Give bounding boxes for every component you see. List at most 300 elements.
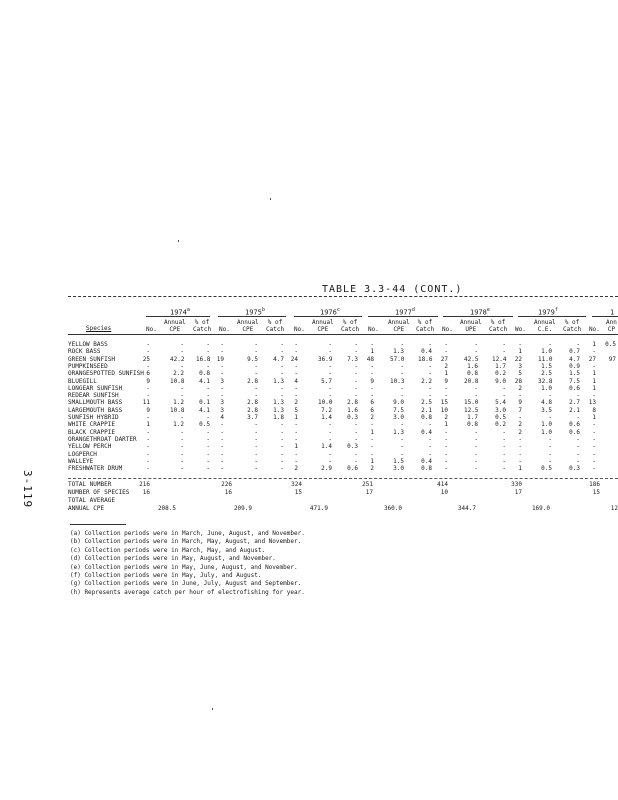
table-cell: 1.0 xyxy=(541,421,552,429)
table-cell: - xyxy=(254,421,258,429)
table-cell: - xyxy=(328,435,332,443)
table-cell: - xyxy=(328,457,332,465)
table-cell: - xyxy=(254,362,258,370)
col-header-no: No. xyxy=(219,326,230,333)
table-cell: - xyxy=(206,384,210,392)
species-name: ORANGETHROAT DARTER xyxy=(68,435,137,443)
table-cell: - xyxy=(294,341,298,348)
scan-speck xyxy=(178,240,179,242)
table-cell: - xyxy=(220,341,224,348)
table-cell: - xyxy=(444,465,448,473)
table-cell: 0.4 xyxy=(421,457,432,465)
table-cell: - xyxy=(400,370,404,378)
table-cell: - xyxy=(444,450,448,458)
table-cell: 3.7 xyxy=(247,414,258,421)
table-cell: 2.7 xyxy=(569,399,580,407)
table-cell: 10.8 xyxy=(170,377,185,385)
table-cell: - xyxy=(370,435,374,443)
table-cell: 7.5 xyxy=(393,406,404,414)
table-cell: - xyxy=(146,362,150,370)
table-cell: - xyxy=(180,384,184,392)
table-cell: 0.6 xyxy=(569,421,580,429)
table-cell: 0.2 xyxy=(495,421,506,429)
table-cell: 2 xyxy=(518,428,522,436)
table-cell: 1 xyxy=(370,428,374,436)
table-cell: 3.5 xyxy=(541,406,552,414)
table-cell: 1.0 xyxy=(541,384,552,392)
table-cell: - xyxy=(354,457,358,465)
table-cell: - xyxy=(294,435,298,443)
table-cell: - xyxy=(180,348,184,356)
table-cell: - xyxy=(518,457,522,465)
table-cell: - xyxy=(206,341,210,348)
table-cell: - xyxy=(502,443,506,451)
table-title: TABLE 3.3-44 (CONT.) xyxy=(322,284,463,295)
table-cell: - xyxy=(518,392,522,400)
table-cell: - xyxy=(576,392,580,400)
table-cell: - xyxy=(474,392,478,400)
col-header-no: No. xyxy=(294,326,305,333)
table-cell: - xyxy=(548,443,552,451)
table-cell: - xyxy=(146,348,150,356)
table-cell: 0.2 xyxy=(495,370,506,378)
table-cell: 19 xyxy=(216,355,224,363)
table-cell: - xyxy=(180,428,184,436)
table-cell: - xyxy=(254,428,258,436)
col-header-pct: % of Catch xyxy=(489,319,508,333)
table-cell: - xyxy=(548,435,552,443)
table-cell: - xyxy=(592,435,596,443)
table-cell: - xyxy=(502,450,506,458)
table-cell: 57.0 xyxy=(390,355,405,363)
table-cell: - xyxy=(444,392,448,400)
table-cell: - xyxy=(592,443,596,451)
table-cell: - xyxy=(220,348,224,356)
table-cell: - xyxy=(400,392,404,400)
col-header-cpe: Annual CPE xyxy=(164,319,186,333)
table-cell: - xyxy=(428,362,432,370)
table-cell: 1.6 xyxy=(467,362,478,370)
number-species-value: 17 xyxy=(514,489,522,496)
table-cell: - xyxy=(220,392,224,400)
table-cell: - xyxy=(592,465,596,473)
table-cell: 0.5 xyxy=(495,414,506,421)
species-name: BLUEGILL xyxy=(68,377,97,385)
table-cell: - xyxy=(254,370,258,378)
total-number-value: 414 xyxy=(437,481,448,488)
table-cell: - xyxy=(370,450,374,458)
year-rule xyxy=(443,316,513,317)
table-cell: 2 xyxy=(370,414,374,421)
species-name: LONGEAR SUNFISH xyxy=(68,384,123,392)
scan-speck xyxy=(212,708,213,710)
table-cell: 2.5 xyxy=(541,370,552,378)
table-cell: 4 xyxy=(294,377,298,385)
table-cell: 1.8 xyxy=(273,414,284,421)
table-cell: - xyxy=(548,341,552,348)
year-rule xyxy=(518,316,586,317)
table-cell: 10.3 xyxy=(390,377,405,385)
table-cell: - xyxy=(444,435,448,443)
table-cell: - xyxy=(280,392,284,400)
table-cell: - xyxy=(592,392,596,400)
table-cell: - xyxy=(428,421,432,429)
total-number-label: TOTAL NUMBER xyxy=(68,481,112,488)
table-cell: 0.1 xyxy=(199,399,210,407)
table-cell: 1.3 xyxy=(393,348,404,356)
table-cell: - xyxy=(354,435,358,443)
table-cell: - xyxy=(146,392,150,400)
table-cell: 3 xyxy=(220,406,224,414)
table-cell: 1.5 xyxy=(393,457,404,465)
table-cell: 4.1 xyxy=(199,377,210,385)
species-name: BLACK CRAPPIE xyxy=(68,428,115,436)
table-cell: - xyxy=(180,443,184,451)
table-cell: 1.5 xyxy=(541,362,552,370)
table-cell: 8 xyxy=(592,406,596,414)
table-cell: 24 xyxy=(290,355,298,363)
table-cell: - xyxy=(592,428,596,436)
table-cell: 0.6 xyxy=(347,465,358,473)
table-cell: 9 xyxy=(146,406,150,414)
table-cell: 1 xyxy=(518,465,522,473)
table-cell: - xyxy=(474,384,478,392)
table-cell: 1 xyxy=(592,377,596,385)
species-name: WHITE CRAPPIE xyxy=(68,421,115,429)
table-cell: 0.3 xyxy=(569,465,580,473)
table-cell: - xyxy=(206,450,210,458)
table-cell: - xyxy=(444,384,448,392)
table-cell: 0.3 xyxy=(347,414,358,421)
table-cell: - xyxy=(444,428,448,436)
species-name: LARGEMOUTH BASS xyxy=(68,406,123,414)
table-cell: 5 xyxy=(294,406,298,414)
table-cell: - xyxy=(146,341,150,348)
table-cell: - xyxy=(354,421,358,429)
year-rule xyxy=(146,316,210,317)
table-cell: 0.4 xyxy=(421,428,432,436)
year-rule xyxy=(294,316,362,317)
header-rule xyxy=(68,334,618,335)
table-cell: - xyxy=(146,457,150,465)
table-cell: 4.7 xyxy=(569,355,580,363)
table-cell: - xyxy=(220,428,224,436)
table-cell: 7 xyxy=(518,406,522,414)
total-number-value: 251 xyxy=(362,481,373,488)
table-cell: 1.7 xyxy=(467,414,478,421)
table-cell: - xyxy=(354,341,358,348)
table-cell: 2 xyxy=(444,414,448,421)
table-cell: 0.3 xyxy=(347,443,358,451)
table-cell: - xyxy=(576,457,580,465)
table-cell: 1 xyxy=(592,370,596,378)
table-cell: 5.7 xyxy=(321,377,332,385)
table-cell: 4.7 xyxy=(273,355,284,363)
table-cell: 42.5 xyxy=(464,355,479,363)
table-cell: 2.2 xyxy=(173,370,184,378)
table-cell: 10 xyxy=(440,406,448,414)
table-cell: - xyxy=(354,428,358,436)
species-name: SMALLMOUTH BASS xyxy=(68,399,123,407)
table-cell: 2.8 xyxy=(247,406,258,414)
table-cell: - xyxy=(428,450,432,458)
table-cell: 48 xyxy=(366,355,374,363)
table-cell: - xyxy=(206,457,210,465)
table-cell: - xyxy=(400,443,404,451)
table-cell: 0.8 xyxy=(421,465,432,473)
annual-cpe-value: 360.0 xyxy=(383,505,402,512)
table-cell: - xyxy=(444,348,448,356)
col-header-pct: % of Catch xyxy=(416,319,435,333)
table-cell: - xyxy=(280,370,284,378)
year-header-1979: 1979$^f$ xyxy=(538,307,558,317)
footnote: (c) Collection periods were in March, May, and August. xyxy=(70,546,266,554)
table-cell: 1.2 xyxy=(173,421,184,429)
table-cell: - xyxy=(400,435,404,443)
table-cell: 2.8 xyxy=(247,377,258,385)
number-species-value: 10 xyxy=(440,489,448,496)
table-cell: 27 xyxy=(440,355,448,363)
number-species-label: NUMBER OF SPECIES xyxy=(68,489,130,496)
table-cell: - xyxy=(576,414,580,421)
species-name: PUMPKINSEED xyxy=(68,362,108,370)
table-cell: 15.0 xyxy=(464,399,479,407)
table-cell: 7.3 xyxy=(347,355,358,363)
number-species-value: 15 xyxy=(592,489,600,496)
table-cell: 2.1 xyxy=(569,406,580,414)
table-cell: 0.8 xyxy=(199,370,210,378)
year-rule xyxy=(368,316,438,317)
table-cell: - xyxy=(220,443,224,451)
table-cell: - xyxy=(280,362,284,370)
table-cell: - xyxy=(220,457,224,465)
table-cell: - xyxy=(220,370,224,378)
table-cell: 1.3 xyxy=(393,428,404,436)
table-cell: 0.8 xyxy=(467,421,478,429)
species-column-header: Species xyxy=(86,325,112,332)
table-cell: - xyxy=(280,435,284,443)
col-header-no: No. xyxy=(146,326,157,333)
table-cell: - xyxy=(592,421,596,429)
table-cell: - xyxy=(502,457,506,465)
table-cell: - xyxy=(206,414,210,421)
table-cell: 22 xyxy=(514,355,522,363)
table-cell: - xyxy=(354,450,358,458)
table-cell: - xyxy=(444,457,448,465)
table-cell: 9 xyxy=(146,377,150,385)
table-cell: 1 xyxy=(518,348,522,356)
annual-cpe-label: ANNUAL CPE xyxy=(68,505,105,512)
table-cell: 1 xyxy=(370,348,374,356)
table-cell: 32.8 xyxy=(538,377,553,385)
table-cell: - xyxy=(146,384,150,392)
table-cell: - xyxy=(294,370,298,378)
table-cell: 1.3 xyxy=(273,406,284,414)
table-cell: - xyxy=(180,465,184,473)
species-name: LOGPERCH xyxy=(68,450,97,458)
table-cell: 6 xyxy=(370,406,374,414)
table-cell: - xyxy=(370,392,374,400)
table-cell: - xyxy=(474,348,478,356)
col-header-pct: % of Catch xyxy=(193,319,212,333)
table-cell: 3.0 xyxy=(495,406,506,414)
table-cell: 18.6 xyxy=(418,355,433,363)
table-cell: - xyxy=(592,450,596,458)
table-cell: 97 xyxy=(608,355,616,363)
table-cell: - xyxy=(548,414,552,421)
table-cell: - xyxy=(518,341,522,348)
table-cell: - xyxy=(294,450,298,458)
col-header-no: No. xyxy=(442,326,453,333)
table-row xyxy=(0,465,618,473)
table-cell: - xyxy=(280,443,284,451)
table-cell: - xyxy=(180,362,184,370)
table-cell: 3.0 xyxy=(393,414,404,421)
annual-cpe-value: 208.5 xyxy=(157,505,176,512)
table-cell: - xyxy=(280,465,284,473)
table-cell: - xyxy=(474,457,478,465)
table-cell: - xyxy=(146,465,150,473)
table-cell: 0.7 xyxy=(569,348,580,356)
table-cell: 2.8 xyxy=(347,399,358,407)
table-cell: 2 xyxy=(370,465,374,473)
table-cell: 1 xyxy=(592,341,596,348)
table-cell: - xyxy=(280,384,284,392)
table-cell: - xyxy=(428,370,432,378)
footnote-rule xyxy=(70,524,126,525)
col-header-no: No. xyxy=(589,326,600,333)
year-rule xyxy=(592,316,618,317)
table-cell: 2 xyxy=(294,465,298,473)
table-cell: 1 xyxy=(294,443,298,451)
table-cell: - xyxy=(354,362,358,370)
table-cell: - xyxy=(146,428,150,436)
table-cell: - xyxy=(502,341,506,348)
table-cell: 12.5 xyxy=(464,406,479,414)
species-name: ROCK BASS xyxy=(68,348,101,356)
table-cell: 15 xyxy=(440,399,448,407)
table-cell: - xyxy=(502,435,506,443)
species-name: WALLEYE xyxy=(68,457,94,465)
species-name: GREEN SUNFISH xyxy=(68,355,115,363)
table-cell: - xyxy=(254,457,258,465)
table-cell: - xyxy=(206,435,210,443)
col-header-no: Wo. xyxy=(515,326,526,333)
table-cell: 9.0 xyxy=(495,377,506,385)
table-cell: 0.4 xyxy=(421,348,432,356)
table-cell: 2 xyxy=(294,399,298,407)
table-cell: - xyxy=(206,348,210,356)
table-cell: - xyxy=(328,450,332,458)
table-cell: - xyxy=(254,435,258,443)
year-header-1977: 1977$^d$ xyxy=(395,307,415,317)
table-cell: - xyxy=(370,362,374,370)
table-cell: - xyxy=(370,443,374,451)
table-cell: - xyxy=(254,341,258,348)
table-cell: - xyxy=(328,421,332,429)
table-cell: - xyxy=(220,465,224,473)
footnote: (d) Collection periods were in May, August, and November. xyxy=(70,555,276,563)
footnote: (f) Collection periods were in May, July, and August. xyxy=(70,572,262,580)
year-header-1978: 1978e xyxy=(470,307,490,317)
table-cell: - xyxy=(428,443,432,451)
species-name: YELLOW PERCH xyxy=(68,443,112,451)
table-cell: - xyxy=(146,443,150,451)
table-cell: - xyxy=(328,362,332,370)
number-species-value: 16 xyxy=(142,489,150,496)
table-cell: - xyxy=(280,428,284,436)
table-cell: 3.0 xyxy=(393,465,404,473)
table-cell: 1.0 xyxy=(541,428,552,436)
total-number-value: 186 xyxy=(589,481,600,488)
table-cell: 28 xyxy=(514,377,522,385)
col-header-cpe: Annual CPE xyxy=(237,319,259,333)
table-cell: - xyxy=(254,450,258,458)
table-cell: - xyxy=(328,384,332,392)
table-cell: - xyxy=(428,435,432,443)
table-cell: 2 xyxy=(518,421,522,429)
table-cell: - xyxy=(180,341,184,348)
table-cell: - xyxy=(576,341,580,348)
table-cell: 1 xyxy=(294,414,298,421)
number-species-value: 17 xyxy=(365,489,373,496)
table-cell: - xyxy=(518,450,522,458)
table-cell: - xyxy=(518,414,522,421)
table-cell: - xyxy=(518,443,522,451)
table-cell: 27 xyxy=(588,355,596,363)
total-number-value: 216 xyxy=(139,481,150,488)
table-cell: 4.1 xyxy=(199,406,210,414)
table-cell: - xyxy=(294,392,298,400)
table-cell: 0.5 xyxy=(605,341,616,348)
table-cell: 1.6 xyxy=(347,406,358,414)
table-cell: 36.9 xyxy=(318,355,333,363)
table-cell: 9 xyxy=(518,399,522,407)
table-cell: - xyxy=(592,457,596,465)
table-cell: 2.5 xyxy=(421,399,432,407)
table-cell: 0.8 xyxy=(467,370,478,378)
table-cell: - xyxy=(220,362,224,370)
table-cell: - xyxy=(400,362,404,370)
table-cell: - xyxy=(428,341,432,348)
col-header-no: No. xyxy=(368,326,379,333)
table-cell: - xyxy=(254,384,258,392)
table-cell: - xyxy=(220,450,224,458)
table-cell: 1.4 xyxy=(321,414,332,421)
top-rule xyxy=(68,296,618,297)
footnotes xyxy=(70,530,305,597)
summary-rule xyxy=(68,478,618,479)
table-cell: - xyxy=(328,348,332,356)
table-cell: - xyxy=(206,392,210,400)
table-cell: 3 xyxy=(518,362,522,370)
table-cell: - xyxy=(254,443,258,451)
table-cell: - xyxy=(444,341,448,348)
table-cell: - xyxy=(220,435,224,443)
table-cell: 5.4 xyxy=(495,399,506,407)
table-cell: - xyxy=(502,428,506,436)
table-cell: - xyxy=(254,392,258,400)
table-cell: - xyxy=(180,392,184,400)
table-cell: - xyxy=(254,465,258,473)
table-cell: - xyxy=(548,392,552,400)
species-name: SUNFISH HYBRID xyxy=(68,414,119,421)
table-cell: 1.2 xyxy=(173,399,184,407)
table-cell: - xyxy=(280,348,284,356)
table-cell: - xyxy=(354,370,358,378)
table-cell: 0.5 xyxy=(541,465,552,473)
table-cell: 1 xyxy=(592,384,596,392)
